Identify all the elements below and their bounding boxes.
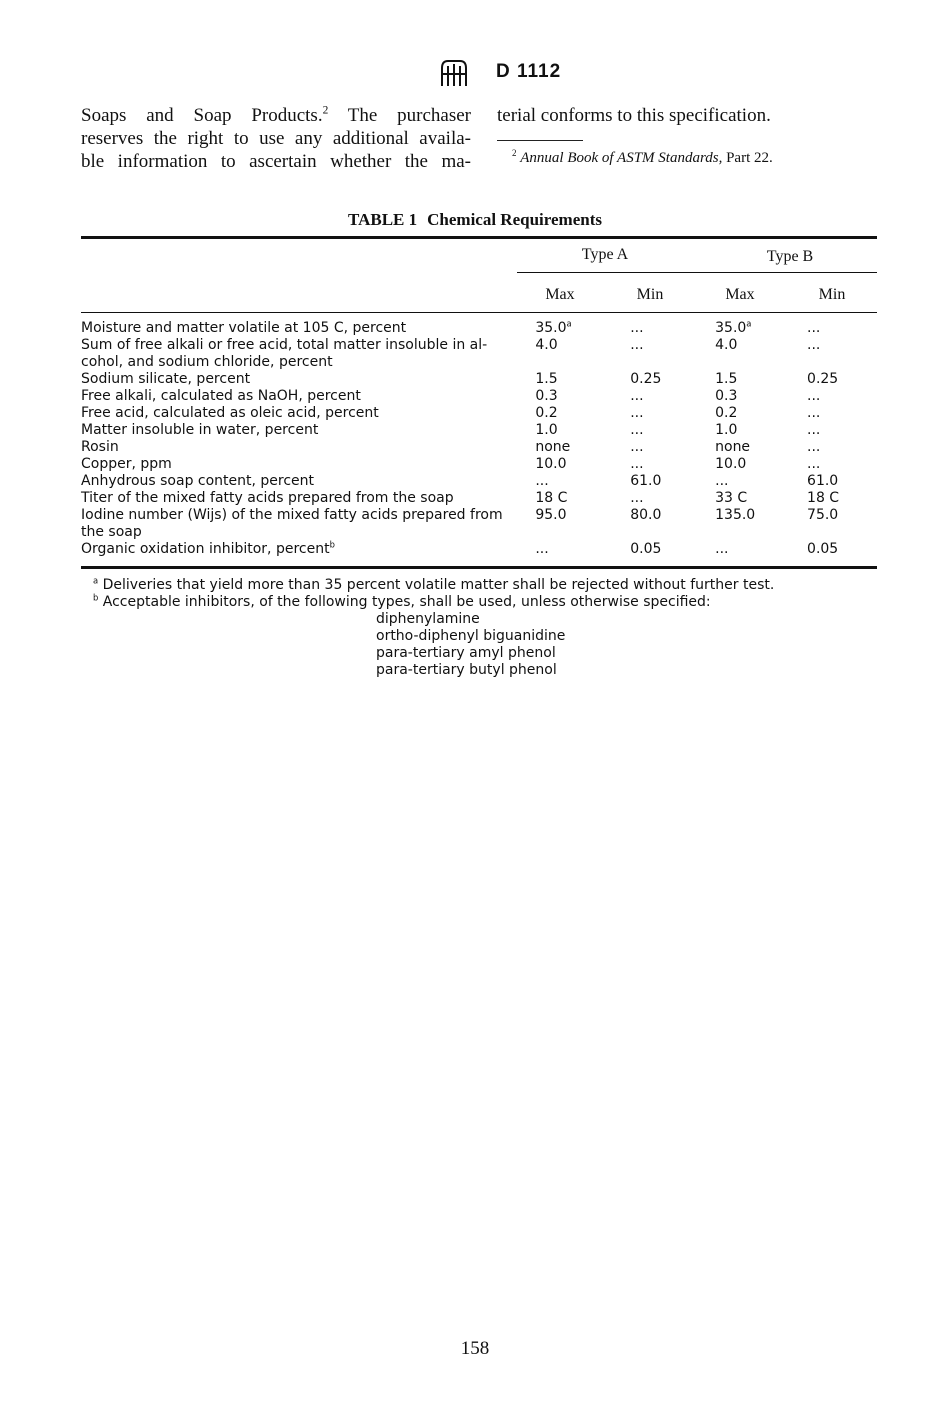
- subheader-max: Max: [545, 286, 575, 303]
- property-cell: Free acid, calculated as oleic acid, percent: [81, 405, 379, 421]
- value-cell: ...: [807, 337, 821, 353]
- value-cell: 10.0: [715, 456, 747, 472]
- value-cell: 61.0: [630, 473, 662, 489]
- value-cell: 0.2: [715, 405, 738, 421]
- text-line: Soaps and Soap Products.$^2$ The purchaser: [81, 104, 472, 126]
- inhibitor-item: ortho-diphenyl biguanidine: [376, 628, 566, 644]
- value-cell: ...: [535, 541, 549, 557]
- page-number: 158: [460, 1338, 490, 1359]
- value-cell: ...: [630, 422, 644, 438]
- value-cell: 0.25: [630, 371, 662, 387]
- group-header-type-a: Type A: [581, 246, 629, 263]
- property-cell: Sodium silicate, percent: [81, 371, 251, 387]
- text-line: ble information to ascertain whether the ma-: [81, 151, 471, 172]
- property-cell: Rosin: [81, 439, 119, 455]
- table-row: [81, 371, 877, 388]
- footnote: $^2$ Annual Book of ASTM Standards, Part 22.: [512, 148, 773, 166]
- inhibitor-item: diphenylamine: [376, 611, 480, 627]
- value-cell: none: [535, 439, 571, 455]
- value-cell: 1.0: [535, 422, 558, 438]
- table-title: TABLE 1 Chemical Requirements: [348, 210, 602, 229]
- value-cell: 0.3: [715, 388, 738, 404]
- table-top-rule: [81, 236, 877, 239]
- value-cell: 18 C: [807, 490, 840, 506]
- group-header-type-b: Type B: [766, 248, 814, 265]
- table-row: [81, 490, 877, 507]
- table-row: [81, 320, 877, 337]
- subheader-min: Min: [636, 286, 664, 303]
- value-cell: 18 C: [535, 490, 568, 506]
- value-cell: 75.0: [807, 507, 839, 523]
- astm-logo-icon: [438, 58, 470, 90]
- note-a: $^a$ Deliveries that yield more than 35 percent volatile matter shall be rejected without further test.: [93, 575, 775, 593]
- value-cell: ...: [630, 439, 644, 455]
- value-cell: ...: [807, 320, 821, 336]
- property-cell: Copper, ppm: [81, 456, 172, 472]
- table-row: [81, 456, 877, 473]
- property-cell: Sum of free alkali or free acid, total matter insoluble in al- cohol, and sodium chloride, percent: [81, 337, 488, 370]
- value-cell: ...: [630, 490, 644, 506]
- property-cell: Matter insoluble in water, percent: [81, 422, 319, 438]
- value-cell: 61.0: [807, 473, 839, 489]
- value-cell: 35.0$^a$: [715, 318, 752, 336]
- footnote-divider: [497, 140, 583, 141]
- value-cell: 0.05: [630, 541, 662, 557]
- table-row: [81, 439, 877, 456]
- table-notes: [93, 577, 774, 679]
- note-b: $^b$ Acceptable inhibitors, of the following types, shall be used, unless otherwise specified:: [93, 592, 711, 610]
- subheader-min: Min: [818, 286, 846, 303]
- value-cell: ...: [807, 388, 821, 404]
- inhibitor-item: para-tertiary butyl phenol: [376, 662, 557, 678]
- value-cell: 1.5: [715, 371, 738, 387]
- property-cell: Free alkali, calculated as NaOH, percent: [81, 388, 361, 404]
- value-cell: ...: [630, 388, 644, 404]
- table-bottom-rule: [81, 566, 877, 569]
- header-rule: [81, 312, 877, 313]
- footnote-ref: 2: [322, 104, 329, 117]
- requirements-table: [81, 320, 877, 558]
- value-cell: ...: [807, 439, 821, 455]
- value-cell: 135.0: [715, 507, 756, 523]
- value-cell: ...: [630, 405, 644, 421]
- table-row: [81, 405, 877, 422]
- value-cell: 1.5: [535, 371, 558, 387]
- value-cell: ...: [807, 422, 821, 438]
- page-header: [0, 58, 950, 92]
- property-cell: Organic oxidation inhibitor, percent$^b$: [81, 539, 335, 557]
- inhibitor-item: para-tertiary amyl phenol: [376, 645, 556, 661]
- property-cell: Anhydrous soap content, percent: [81, 473, 315, 489]
- value-cell: 33 C: [715, 490, 748, 506]
- group-rule: [517, 272, 877, 273]
- property-cell: Moisture and matter volatile at 105 C, percent: [81, 320, 407, 336]
- value-cell: 0.05: [807, 541, 839, 557]
- value-cell: ...: [715, 541, 729, 557]
- value-cell: 10.0: [535, 456, 567, 472]
- table-row: [81, 422, 877, 439]
- value-cell: ...: [807, 456, 821, 472]
- value-cell: ...: [630, 337, 644, 353]
- value-cell: none: [715, 439, 751, 455]
- table-row: [81, 388, 877, 405]
- table-row: [81, 473, 877, 490]
- table-row: [81, 507, 877, 541]
- subheader-max: Max: [725, 286, 755, 303]
- text-line: reserves the right to use any additional availa-: [81, 128, 471, 149]
- value-cell: ...: [630, 320, 644, 336]
- value-cell: ...: [630, 456, 644, 472]
- value-cell: 4.0: [715, 337, 738, 353]
- value-cell: 1.0: [715, 422, 738, 438]
- value-cell: ...: [715, 473, 729, 489]
- right-column-text: terial conforms to this specification.: [497, 105, 771, 126]
- property-cell: Titer of the mixed fatty acids prepared from the soap: [81, 490, 454, 506]
- value-cell: 0.2: [535, 405, 558, 421]
- table-row: [81, 541, 877, 558]
- value-cell: 35.0$^a$: [535, 318, 572, 336]
- value-cell: 95.0: [535, 507, 567, 523]
- document-designation: D 1112: [496, 61, 562, 82]
- value-cell: ...: [535, 473, 549, 489]
- value-cell: 4.0: [535, 337, 558, 353]
- value-cell: 80.0: [630, 507, 662, 523]
- value-cell: 0.3: [535, 388, 558, 404]
- left-column-text: [81, 104, 471, 173]
- table-row: [81, 337, 877, 371]
- value-cell: 0.25: [807, 371, 839, 387]
- value-cell: ...: [807, 405, 821, 421]
- property-cell: Iodine number (Wijs) of the mixed fatty acids prepared from the soap: [81, 507, 503, 540]
